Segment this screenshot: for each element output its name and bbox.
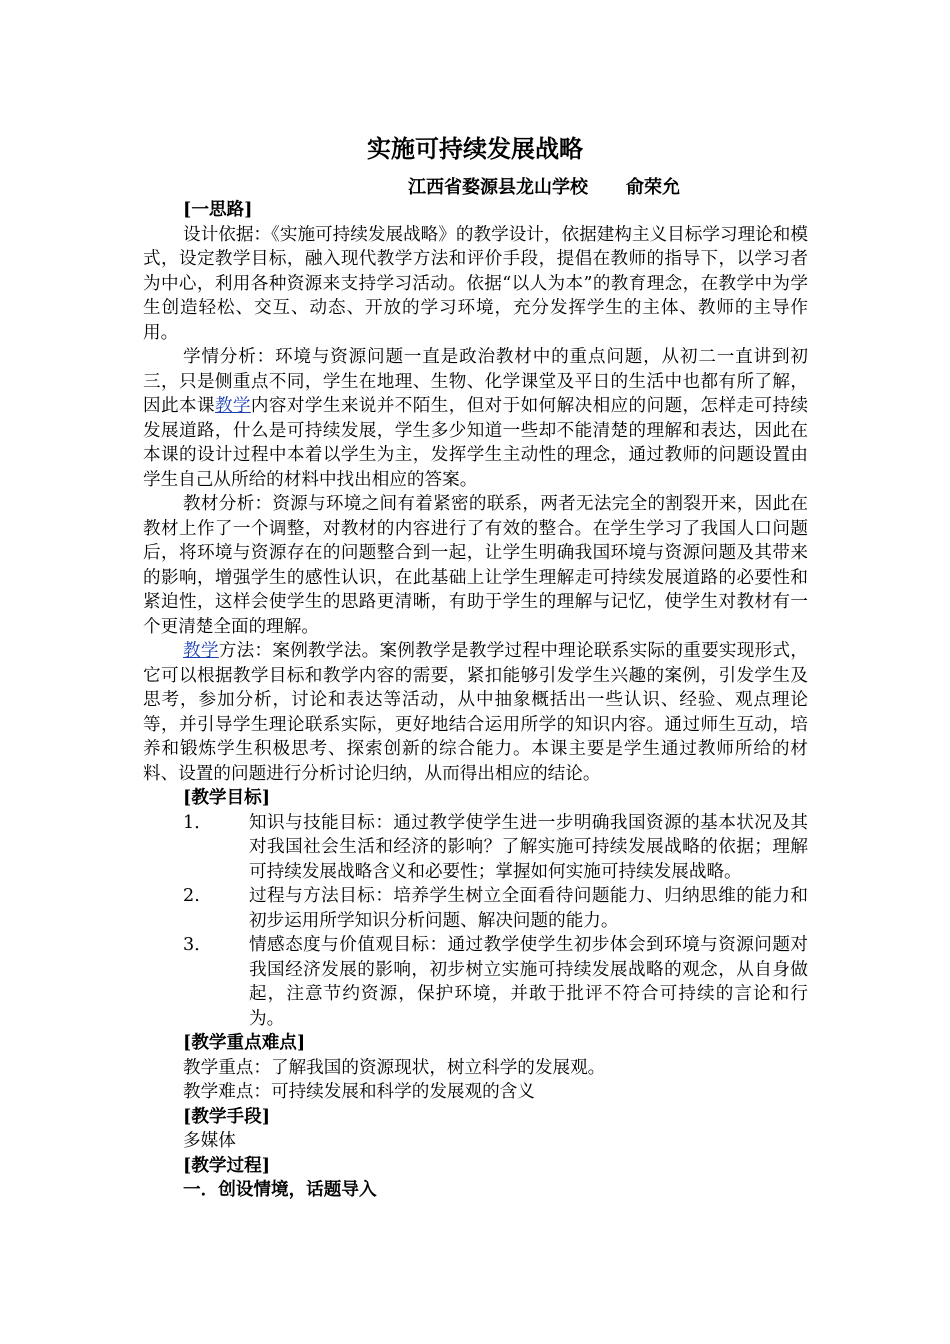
heading-silu: [一思路] <box>183 199 253 220</box>
author-name: 俞荣允 <box>626 177 680 198</box>
text-segment: 内容对学生来说并不陌生，但对于如何解决相应的问题，怎样走可持续发展道路，什么是可持续发展，学生多少知道一些却不能清楚的理解和表达，因此在本课的设计过程中本着以学生为主，发挥学生主动性的理念，通过教师的问题设置由学生自己从所给的材料中找出相应的答案。 <box>143 396 808 490</box>
goal-text: 知识与技能目标：通过教学使学生进一步明确我国资源的基本状况及其对我国社会生活和经济的影响？了解实施可持续发展战略的依据；理解可持续发展战略含义和必要性；掌握如何实施可持续发展战略。 <box>249 812 808 882</box>
goal-item <box>143 933 808 1031</box>
goal-text: 过程与方法目标：培养学生树立全面看待问题能力、归纳思维的能力和初步运用所学知识分析问题、解决问题的能力。 <box>249 886 808 931</box>
goal-item <box>143 811 808 885</box>
paragraph-textbook-analysis: 教材分析：资源与环境之间有着紧密的联系，两者无法完全的割裂开来，因此在教材上作了一个调整，对教材的内容进行了有效的整合。在学生学习了我国人口问题后，将环境与资源存在的问题整合到一起，让学生明确我国环境与资源问题及其带来的影响，增强学生的感性认识，在此基础上让学生理解走可持续发展道路的必要性和紧迫性，这样会使学生的思路更清晰，有助于学生的理解与记忆，使学生对教材有一个更清楚全面的理解。 <box>143 494 808 637</box>
heading-process: [教学过程] <box>183 1154 271 1176</box>
goal-number: 3． <box>183 935 212 955</box>
link-jiaoxue[interactable]: 教学 <box>214 396 251 416</box>
heading-means: [教学手段] <box>183 1105 271 1127</box>
link-jiaoxue[interactable]: 教学 <box>183 641 219 661</box>
document-title: 实施可持续发展战略 <box>367 134 583 163</box>
step-heading: 一．创设情境，话题导入 <box>183 1179 377 1200</box>
paragraph-learner-analysis <box>143 345 808 492</box>
text-segment: 学情分析：环境与资源问题一直是政治教材中的重点问题，从初二一直讲到初三，只是侧重点不同，学生在地理、生物、化学课堂及平日的生活中也都有所了解，因此本课 <box>143 347 808 416</box>
document-body <box>143 198 808 1203</box>
author-line <box>408 176 680 200</box>
school-name: 江西省婺源县龙山学校 <box>408 177 588 198</box>
means-text: 多媒体 <box>183 1131 236 1151</box>
goal-number: 1． <box>183 812 212 833</box>
goal-item <box>143 884 808 933</box>
difficult-point-text: 教学难点：可持续发展和科学的发展观的含义 <box>183 1082 535 1102</box>
goal-number: 2. <box>183 886 200 906</box>
goal-text: 情感态度与价值观目标：通过教学使学生初步体会到环境与资源问题对我国经济发展的影响，初步树立实施可持续发展战略的观念，从自身做起，注意节约资源，保护环境，并敢于批评不符合可持续的言论和行为。 <box>249 935 808 1029</box>
text-segment: 方法：案例教学法。案例教学是教学过程中理论联系实际的重要实现形式，它可以根据教学目标和教学内容的需要，紧扣能够引发学生兴趣的案例，引发学生及思考，参加分析，讨论和表达等活动，从中抽象概括出一些认识、经验、观点理论等，并引导学生理论联系实际，更好地结合运用所学的知识内容。通过师生互动，培养和锻炼学生积极思考、探索创新的综合能力。本课主要是学生通过教师所给的材料、设置的问题进行分析讨论归纳，从而得出相应的结论。 <box>143 641 808 784</box>
heading-key-points: [教学重点难点] <box>183 1032 306 1053</box>
paragraph-design-basis: 设计依据：《实施可持续发展战略》的教学设计，依据建构主义目标学习理论和模式，设定教学目标，融入现代教学方法和评价手段，提倡在教师的指导下，以学习者为中心，利用各种资源来支持学习活动。依据“以人为本”的教育理念，在教学中为学生创造轻松、交互、动态、开放的学习环境，充分发挥学生的主体、教师的主导作用。 <box>143 224 808 343</box>
heading-goals: [教学目标] <box>183 787 271 808</box>
key-point-text: 教学重点：了解我国的资源现状，树立科学的发展观。 <box>183 1057 606 1078</box>
paragraph-teaching-method <box>143 639 808 786</box>
